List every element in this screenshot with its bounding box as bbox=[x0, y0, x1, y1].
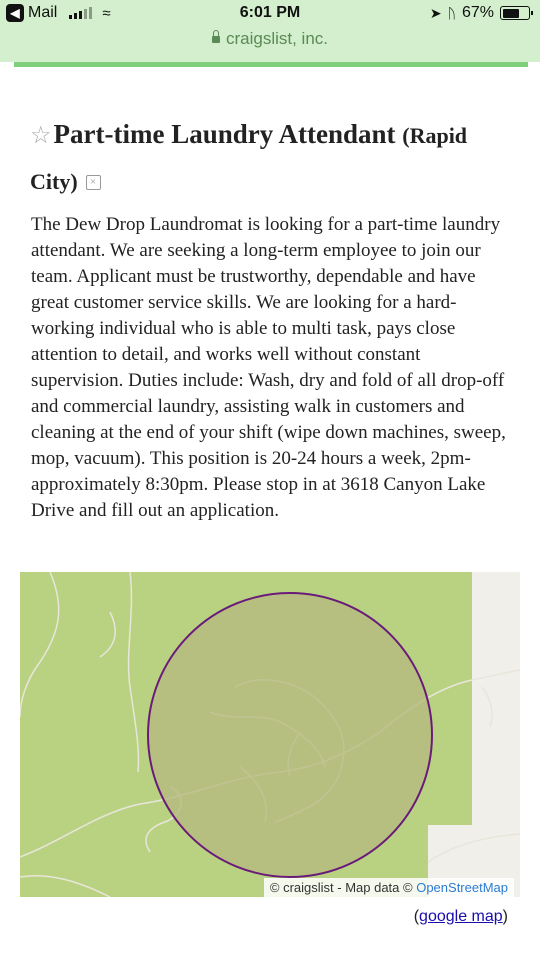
battery-icon bbox=[500, 6, 530, 20]
favorite-star-icon[interactable]: ☆ bbox=[30, 123, 52, 149]
attribution-text: © craigslist - Map data © bbox=[269, 880, 413, 895]
posting-body: The Dew Drop Laundromat is looking for a part-time laundry attendant. We are seeking a long-term employee to join our team. Applicant must be trustworthy, dependable and have great customer service skills. We are looking for a hard-working individual who is able to multi task, pays close attention to detail, and works well without constant supervision. Duties include: Wash, dry and fold of all drop-off and commercial laundry, assisting walk in customers and cleaning at the end of your shift (wipe down machines, sweep, mop, vacuum). This position is 20-24 hours a week, 2pm-approximately 8:30pm. Please stop in at 3618 Canyon Lake Drive and fill out an application. bbox=[31, 214, 506, 521]
hide-posting-icon[interactable]: × bbox=[86, 175, 101, 190]
google-map-link[interactable]: google map bbox=[419, 908, 503, 925]
lock-icon bbox=[212, 36, 220, 43]
wifi-icon: ≈ bbox=[102, 4, 111, 22]
posting-title-text: Part-time Laundry Attendant bbox=[53, 119, 396, 149]
map-graphic bbox=[20, 572, 520, 897]
google-map-link-wrapper: (google map) bbox=[413, 908, 508, 925]
clock: 6:01 PM bbox=[239, 4, 301, 21]
browser-chrome bbox=[0, 0, 540, 62]
back-arrow-icon[interactable]: ◀ bbox=[6, 4, 24, 22]
progress-divider bbox=[14, 62, 528, 67]
approximate-location-circle bbox=[148, 593, 432, 877]
openstreetmap-link[interactable]: OpenStreetMap bbox=[416, 880, 508, 895]
status-bar bbox=[0, 4, 540, 24]
map-attribution bbox=[264, 878, 514, 897]
posting-location: (Rapid City) bbox=[30, 123, 468, 194]
url-bar[interactable] bbox=[0, 29, 540, 49]
posting-map[interactable] bbox=[20, 572, 520, 897]
url-domain: craigslist, inc. bbox=[225, 29, 329, 48]
location-arrow-icon: ➤ bbox=[429, 4, 442, 21]
bluetooth-icon: ᚢ bbox=[447, 5, 456, 21]
battery-percent: 67% bbox=[461, 4, 494, 21]
back-app-label[interactable]: Mail bbox=[28, 4, 58, 21]
posting-title bbox=[30, 112, 520, 204]
